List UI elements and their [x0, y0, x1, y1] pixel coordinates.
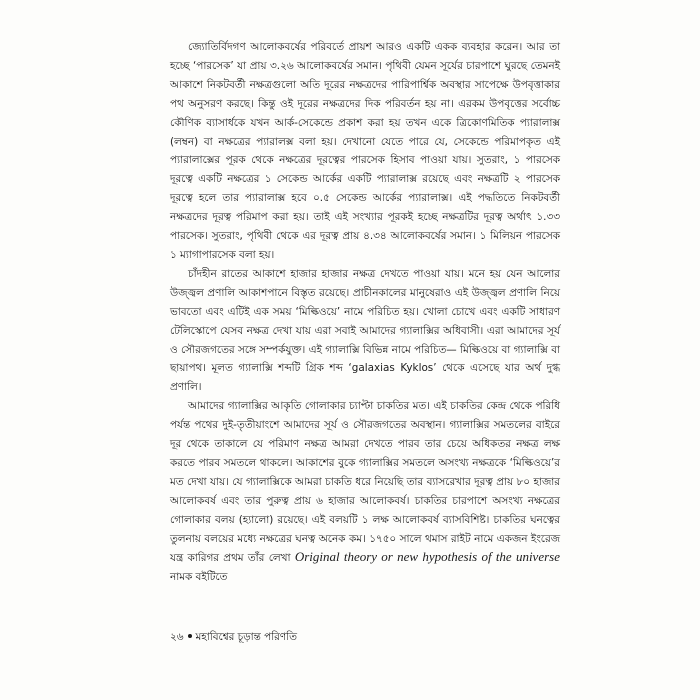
paragraph-milky-way: চাঁদহীন রাতের আকাশে হাজার হাজার নক্ষত্র দেখতে পাওয়া যায়। মনে হয় যেন আলোর উজ্জ্বল প্রণালি আকাশপানে বিস্তৃত রয়েছে। প্রাচীনকালের মানুষেরাও এই উজ্জ্বল প্রণালি নিয়ে ভাবতো এবং এটিই এক সময় ‘মিল্কিওয়ে’ নামে পরিচিত হয়। খোলা চোখে এবং একটি সাধারণ টেলিস্কোপে যেসব নক্ষত্র দেখা যায় এরা সবাই আমাদের গ্যালাক্সির অধিবাসী। এরা আমাদের সূর্য ও সৌরজগতের সঙ্গে সম্পর্কযুক্ত। এই গ্যালাক্সি বিভিন্ন নামে পরিচিত— মিল্কিওয়ে বা গ্যালাক্সি বা ছায়াপথ। মূলত গ্যালাক্সি শব্দটি গ্রিক শব্দ ‘galaxias Kyklos’ থেকে এসেছে যার অর্থ দুগ্ধ প্রণালি।: [170, 267, 560, 394]
paragraph-parsec: জ্যোতির্বিদগণ আলোকবর্ষের পরিবর্তে প্রায়শ আরও একটি একক ব্যবহার করেন। আর তা হচ্ছে ‘পারসেক’ যা প্রায় ৩.২৬ আলোকবর্ষের সমান। পৃথিবী যেমন সূর্যের চারপাশে ঘুরছে তেমনই আকাশে নিকটবর্তী নক্ষত্রগুলো অতি দূরের নক্ষত্রদের পারিপার্শ্বিক অবস্থার সাপেক্ষে উপবৃত্তাকার পথ অনুসরণ করছে। কিন্তু ওই দূরের নক্ষত্রদের দিক পরিবর্তন হয় না। এরকম উপবৃত্তের সর্বোচ্চ কৌণিক ব্যাসার্ধকে যখন আর্ক-সেকেন্ডে প্রকাশ করা হয় তখন একে ত্রিকোণমিতিক প্যারালাক্স (লম্বন) বা নক্ষত্রের প্যারালক্স বলা হয়। দেখানো যেতে পারে যে, সেকেন্ডে পরিমাপকৃত এই প্যারালাক্সের পূরক থেকে নক্ষত্রের দূরত্বের পারসেক হিসাব পাওয়া যায়। সুতরাং, ১ পারসেক দূরত্বে একটি নক্ষত্রের ১ সেকেন্ড আর্কের একটি প্যারালাক্স রয়েছে এবং নক্ষত্রটি ২ পারসেক দূরত্বে হলে তার প্যারালাক্স হবে ০.৫ সেকেন্ড আর্কের প্যারালাক্স। এই পদ্ধতিতে নিকটবর্তী নক্ষত্রদের দূরত্ব পরিমাপ করা হয়। তাই এই সংখ্যার পূরকই হচ্ছে নক্ষত্রটির দূরত্ব অর্থাৎ ১.৩৩ পারসেক। সুতরাং, পৃথিবী থেকে এর দূরত্ব প্রায় ৪.৩৪ আলোকবর্ষের সমান। ১ মিলিয়ন পারসেক ১ ম্যাগাপারসেক বলা হয়।: [170, 41, 560, 261]
paragraph-galaxy-shape-text: আমাদের গ্যালাক্সির আকৃতি গোলাকার চ্যাপ্টা চাকতির মত। এই চাকতির কেন্দ্র থেকে পরিধি পর্যন্ত পথের দুই-তৃতীয়াংশে আমাদের সূর্য ও সৌরজগতের অবস্থান। গ্যালাক্সির সমতলের বাইরে দূর থেকে তাকালে যে পরিমাণ নক্ষত্র আমরা দেখতে পারব তার চেয়ে অধিকতর নক্ষত্র লক্ষ করতে পারব সমতলে থাকলে। আকাশের বুকে গ্যালাক্সির সমতলে অসংখ্য নক্ষত্রকে ‘মিল্কিওয়ে’র মত দেখা যায়। যে গ্যালাক্সিকে আমরা চাকতি ধরে নিয়েছি তার ব্যাসরেখার দূরত্ব প্রায় ৮০ হাজার আলোকবর্ষ এবং তার পুরুত্ব প্রায় ৬ হাজার আলোকবর্ষ। চাকতির চারপাশে অসংখ্য নক্ষত্রের গোলাকার বলয় (হ্যালো) রয়েছে। এই বলয়টি ১ লক্ষ আলোকবর্ষ ব্যাসবিশিষ্ট। চাকতির ঘনত্বের তুলনায় বলয়ের মধ্যে নক্ষত্রের ঘনত্ব অনেক কম। ১৭৫০ সালে থমাস রাইট নামে একজন ইংরেজ যন্ত্র কারিগর প্রথম তাঁর লেখা: [170, 400, 560, 565]
paragraph-tail: নামক বইটিতে: [170, 571, 228, 584]
paragraph-galaxy-shape: [170, 397, 560, 587]
page-footer: [170, 630, 560, 644]
body-text: [170, 38, 560, 587]
bullet-separator: [188, 634, 192, 638]
book-title-italic: Original theory or new hypothesis of the universe: [294, 549, 560, 565]
page-number: ২৬: [170, 631, 184, 643]
running-title: মহাবিশ্বের চূড়ান্ত পরিণতি: [195, 631, 297, 643]
